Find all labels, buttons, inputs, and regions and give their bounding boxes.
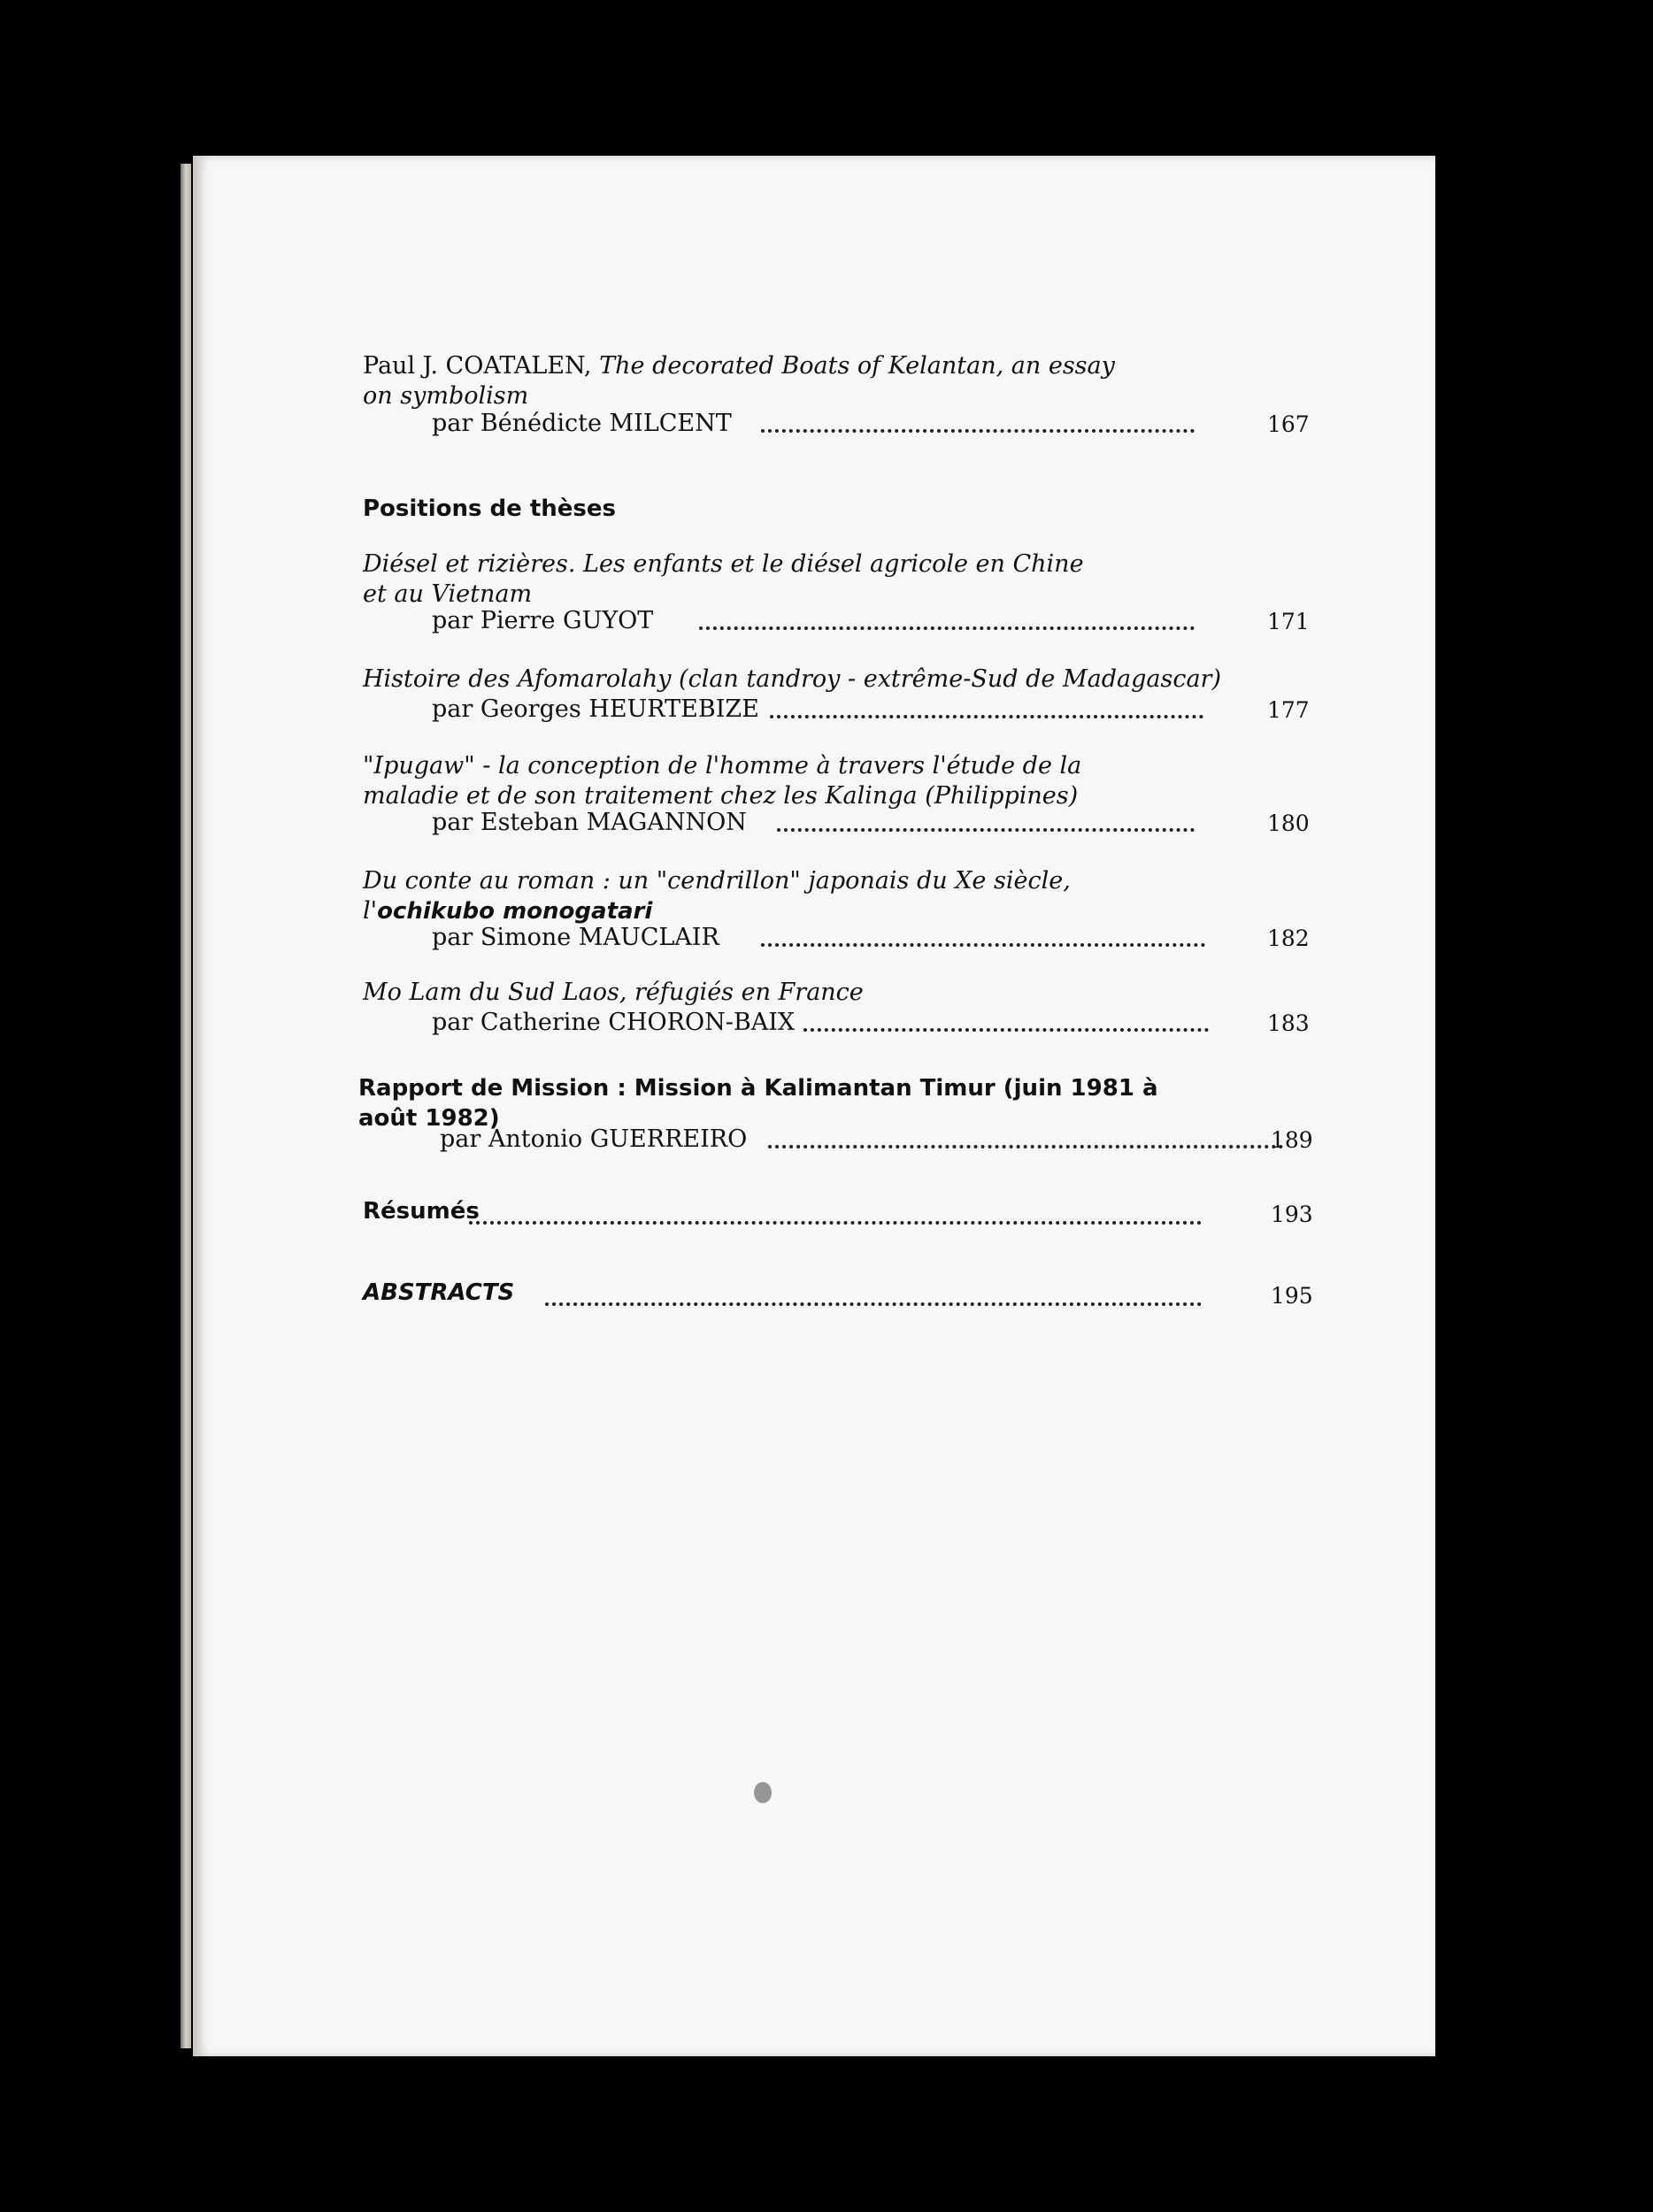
page-number: 177 xyxy=(1267,697,1310,723)
title-segment: Mo Lam du Sud Laos, réfugiés en France xyxy=(363,979,864,1006)
title-segment: l' xyxy=(363,897,378,925)
page-number: 182 xyxy=(1267,926,1310,951)
title-segment: maladie et de son traitement chez les Kalinga (Philippines) xyxy=(363,782,1079,810)
toc-entry-title[interactable] xyxy=(363,897,652,925)
toc-entry-title[interactable] xyxy=(363,867,1071,895)
toc-entry-label[interactable]: ABSTRACTS xyxy=(363,1279,515,1306)
toc-entry-title[interactable] xyxy=(363,979,864,1006)
title-segment: Histoire des Afomarolahy (clan tandroy - extrême-Sud de Madagascar) xyxy=(363,665,1221,693)
toc-entry-author: par Bénédicte MILCENT xyxy=(432,410,732,437)
title-segment: Diésel et rizières. Les enfants et le diésel agricole en Chine xyxy=(363,550,1084,578)
title-segment: on symbolism xyxy=(363,382,529,410)
dot-leader xyxy=(761,943,1205,947)
page-number: 183 xyxy=(1267,1010,1310,1036)
dot-leader xyxy=(768,1145,1283,1148)
section-heading: Positions de thèses xyxy=(363,495,616,522)
page-number: 180 xyxy=(1267,810,1310,836)
toc-entry-author: par Antonio GUERREIRO xyxy=(440,1125,748,1153)
paper-speck xyxy=(754,1782,772,1803)
page-number: 193 xyxy=(1271,1202,1313,1227)
title-segment: Paul J. COATALEN, xyxy=(363,352,600,380)
toc-entry-title[interactable] xyxy=(363,580,532,608)
page-edge xyxy=(181,164,191,2048)
page-number: 189 xyxy=(1271,1127,1313,1153)
dot-leader xyxy=(777,828,1195,832)
toc-entry-title[interactable] xyxy=(363,382,528,410)
title-segment: Du conte au roman : un "cendrillon" japonais du Xe siècle, xyxy=(363,867,1071,895)
toc-entry-label[interactable]: Résumés xyxy=(363,1198,480,1225)
dot-leader xyxy=(803,1028,1209,1032)
toc-entry-title[interactable] xyxy=(363,782,1078,810)
dot-leader xyxy=(770,715,1203,718)
toc-entry-author: par Pierre GUYOT xyxy=(432,607,654,634)
title-segment: et au Vietnam xyxy=(363,580,533,608)
title-segment: The decorated Boats of Kelantan, an essay xyxy=(599,352,1115,380)
title-segment: "Ipugaw" - la conception de l'homme à travers l'étude de la xyxy=(363,752,1082,780)
toc-entry-title[interactable] xyxy=(363,752,1081,780)
dot-leader xyxy=(469,1221,1202,1225)
dot-leader xyxy=(761,429,1195,433)
toc-entry-author: par Esteban MAGANNON xyxy=(432,809,747,836)
page-number: 195 xyxy=(1271,1283,1313,1309)
dot-leader xyxy=(545,1302,1202,1306)
toc-entry-author: par Simone MAUCLAIR xyxy=(432,924,719,951)
title-segment: août 1982) xyxy=(358,1105,500,1132)
dot-leader xyxy=(699,626,1195,630)
page-number: 167 xyxy=(1267,411,1310,437)
toc-entry-author: par Georges HEURTEBIZE xyxy=(432,695,759,723)
page-number: 171 xyxy=(1267,609,1310,634)
toc-entry-title[interactable] xyxy=(363,352,1115,380)
title-segment: ochikubo monogatari xyxy=(377,898,653,925)
toc-entry-title[interactable] xyxy=(363,550,1084,578)
toc-entry-title[interactable] xyxy=(358,1074,1158,1102)
toc-entry-author: par Catherine CHORON-BAIX xyxy=(432,1009,796,1036)
toc-entry-title[interactable] xyxy=(363,665,1221,693)
title-segment: Rapport de Mission : Mission à Kalimantan Timur (juin 1981 à xyxy=(358,1075,1158,1102)
